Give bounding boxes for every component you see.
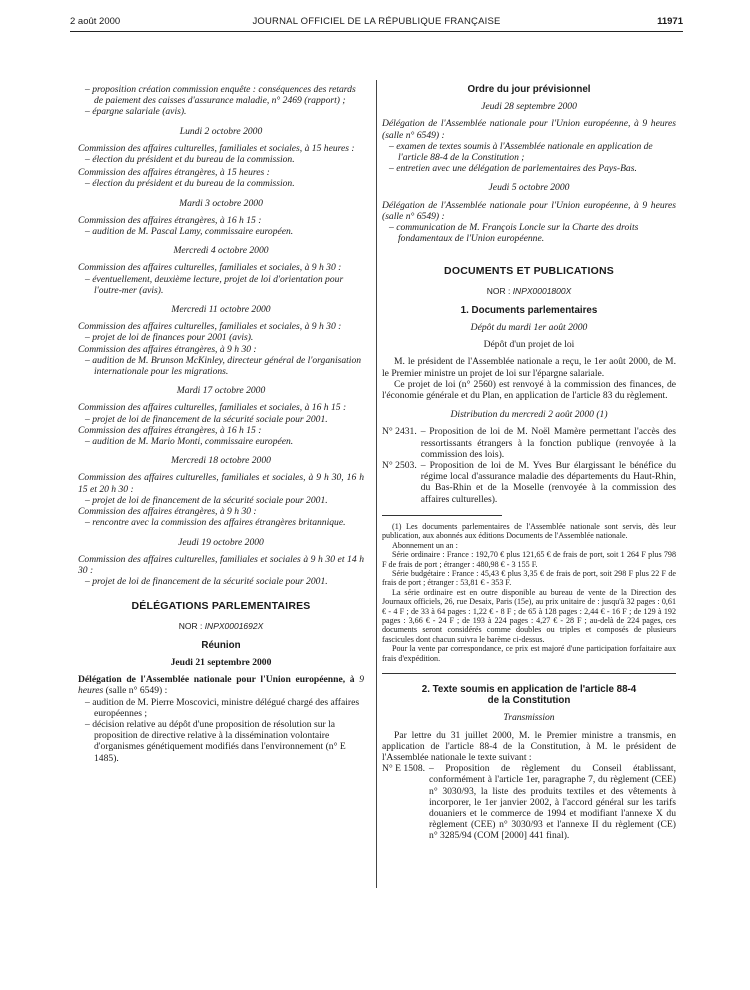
- nor-reference: [382, 286, 676, 297]
- paragraph: Par lettre du 31 juillet 2000, M. le Premier ministre a transmis, en application de l'article 88-4 de la Constitution, à M. le président de l'Assemblée nationale le texte suivant :: [382, 729, 676, 763]
- list-item: – audition de M. Pascal Lamy, commissaire européen.: [78, 226, 364, 237]
- header-title: JOURNAL OFFICIEL DE LA RÉPUBLIQUE FRANÇAISE: [252, 16, 501, 27]
- document-text: – Proposition de règlement du Conseil établissant, conformément à l'article 1er, paragraphe 7, du règlement (CEE) n° 3030/93, la liste des produits textiles et des vêtements à incorporer, le 1er janvier 2002, à l'accord général sur les tarifs douaniers et le commerce de 1994 et modifiant l'annexe X du règlement (CEE) n° 3030/93 et l'annexe II du règlement (CE) n° 3285/94 (COM [2000] 441 final).: [429, 763, 676, 842]
- day-heading: Mercredi 11 octobre 2000: [171, 304, 271, 316]
- right-column: [382, 84, 676, 842]
- day-heading: Lundi 2 octobre 2000: [179, 125, 263, 137]
- document-number: N° E 1508.: [382, 763, 426, 775]
- list-item: – projet de loi de financement de la sécurité sociale pour 2001.: [78, 576, 364, 587]
- list-item: – audition de M. Brunson McKinley, directeur général de l'organisation internationale pour les migrations.: [78, 355, 364, 377]
- list-item: – élection du président et du bureau de la commission.: [78, 154, 364, 165]
- nor-reference: [78, 621, 364, 632]
- list-item: – projet de loi de financement de la sécurité sociale pour 2001.: [78, 414, 364, 425]
- subsection-title: 2. Texte soumis en application de l'article 88-4: [421, 683, 637, 695]
- list-item: – examen de textes soumis à l'Assemblée nationale en application de l'article 88-4 de la Constitution ;: [382, 141, 676, 163]
- section-heading-delegations: DÉLÉGATIONS PARLEMENTAIRES: [131, 600, 311, 613]
- subsection-title: 1. Documents parlementaires: [460, 304, 598, 316]
- footnote-rule: [382, 515, 502, 516]
- deposit-type: Dépôt d'un projet de loi: [483, 339, 575, 351]
- transmission-heading: Transmission: [503, 712, 555, 724]
- entry-head: Commission des affaires étrangères, à 9 h 30 :: [78, 343, 257, 355]
- entry-head: [78, 674, 364, 696]
- column-divider: [376, 80, 377, 888]
- entry-head: Commission des affaires culturelles, familiales et sociales, à 9 h 30 :: [78, 321, 342, 333]
- entry-head: Commission des affaires étrangères, à 16 h 15 :: [78, 214, 262, 226]
- document-item: [382, 763, 676, 841]
- footnote: La série ordinaire est en outre disponible au bureau de vente de la Direction des Journaux officiels, 26, rue Desaix, Paris (15e), au prix unitaire de : jusqu'à 32 pages : 0,61 € - 4 F ; de 33 à 64 pages : 1,22 € - 8 F ; de 65 à 128 pages : 2,44 € - 16 F ; de 129 à 192 pages : 3,66 € - 24 F ; de 193 à 224 pages : 4,27 € - 28 F ; au-delà de 224 pages, ces documents seront considérés comme doubles ou triples et composés de plusieurs fascicules dont chacun suivra le barème ci-dessus.: [382, 587, 676, 644]
- list-item: – audition de M. Mario Monti, commissaire européen.: [78, 436, 364, 447]
- entry-head: Délégation de l'Assemblée nationale pour l'Union européenne, à 9 heures (salle n° 6549) :: [382, 199, 676, 222]
- entry-head: Commission des affaires culturelles, familiales et sociales, à 15 heures :: [78, 142, 355, 154]
- list-item: – projet de loi de finances pour 2001 (avis).: [78, 332, 364, 343]
- day-heading: Mercredi 18 octobre 2000: [171, 455, 271, 467]
- day-heading: Mardi 17 octobre 2000: [176, 385, 266, 397]
- list-item: – épargne salariale (avis).: [78, 106, 364, 117]
- entry-head: Délégation de l'Assemblée nationale pour l'Union européenne, à 9 heures (salle n° 6549) :: [382, 118, 676, 141]
- meeting-title: Réunion: [201, 639, 241, 651]
- day-heading: Jeudi 5 octobre 2000: [488, 182, 570, 194]
- section-heading-documents: DOCUMENTS ET PUBLICATIONS: [444, 265, 614, 278]
- document-number: N° 2503.: [382, 460, 417, 472]
- document-text: – Proposition de loi de M. Noël Mamère permettant l'accès des ressortissants étrangers à la fonction publique (renvoyée à la commission des lois).: [420, 426, 676, 460]
- entry-head-time: 9 heures: [78, 674, 364, 697]
- paragraph: Ce projet de loi (n° 2560) est renvoyé à la commission des finances, de l'économie générale et du Plan, en application de l'article 83 du règlement.: [382, 378, 676, 402]
- day-heading: Mercredi 4 octobre 2000: [173, 245, 269, 257]
- document-item: [382, 460, 676, 505]
- meeting-date: Jeudi 21 septembre 2000: [170, 656, 272, 668]
- footnote: (1) Les documents parlementaires de l'Assemblée nationale sont servis, dès leur publication, aux abonnés aux éditions Documents de l'Assemblée nationale.: [382, 521, 676, 541]
- header-rule: [70, 31, 683, 32]
- distribution-title: Distribution du mercredi 2 août 2000 (1): [450, 409, 608, 421]
- day-heading: Jeudi 28 septembre 2000: [481, 101, 577, 113]
- nor-code: INPX0001692X: [204, 620, 264, 631]
- list-item: – projet de loi de financement de la sécurité sociale pour 2001.: [78, 495, 364, 506]
- list-item: – communication de M. François Loncle sur la Charte des droits fondamentaux de l'Union européenne.: [382, 222, 676, 244]
- entry-head: Commission des affaires culturelles, familiales et sociales, à 9 h 30 :: [78, 262, 342, 274]
- day-heading: Mardi 3 octobre 2000: [179, 197, 263, 209]
- subsection-title-line2: de la Constitution: [487, 695, 571, 707]
- deposit-date: Dépôt du mardi 1er août 2000: [470, 322, 588, 334]
- footnote: Série budgétaire : France : 45,43 € plus 3,35 € de frais de port, soit 298 F plus 22 F de frais de port ; étranger : 53,81 € - 353 F.: [382, 568, 676, 588]
- entry-head: Commission des affaires culturelles, familiales et sociales, à 9 h 30, 16 h 15 et 20 h 30 :: [78, 472, 364, 495]
- footnote: Série ordinaire : France : 192,70 € plus 121,65 € de frais de port, soit 1 264 F plus 798 F de frais de port ; étranger : 480,98 € - 3 155 F.: [382, 550, 676, 569]
- entry-head: Commission des affaires culturelles, familiales et sociales, à 16 h 15 :: [78, 402, 347, 414]
- list-item: – proposition création commission enquête : conséquences des retards de paiement des caisses d'assurance maladie, n° 2469 (rapport) ;: [78, 84, 364, 106]
- section-rule: [382, 673, 676, 674]
- paragraph: M. le président de l'Assemblée nationale a reçu, le 1er août 2000, de M. le Premier ministre un projet de loi sur l'épargne salariale.: [382, 356, 676, 379]
- nor-label: NOR :: [178, 620, 203, 631]
- list-item: – décision relative au dépôt d'une proposition de résolution sur la proposition de directive relative à la dissémination volontaire d'organismes génétiquement modifiés dans l'environnement (n° E 1485).: [78, 719, 364, 764]
- footnote: Pour la vente par correspondance, ce prix est majoré d'une participation forfaitaire aux frais d'expédition.: [382, 644, 676, 663]
- entry-head-room: (salle n° 6549) :: [103, 685, 168, 697]
- list-item: – rencontre avec la commission des affaires étrangères britannique.: [78, 517, 364, 528]
- document-item: [382, 426, 676, 460]
- list-item: – entretien avec une délégation de parlementaires des Pays-Bas.: [382, 163, 676, 174]
- footnote: Abonnement un an :: [392, 540, 458, 550]
- page-header: [70, 16, 683, 30]
- entry-head: Commission des affaires étrangères, à 9 h 30 :: [78, 506, 257, 518]
- nor-code: INPX0001800X: [512, 285, 572, 296]
- document-text: – Proposition de loi de M. Yves Bur élargissant le bénéfice du régime local d'assurance maladie des départements du Haut-Rhin, du Bas-Rhin et de la Moselle (renvoyée à la commission des affaires culturelles).: [420, 460, 676, 505]
- entry-head: Commission des affaires culturelles, familiales et sociales à 9 h 30 et 14 h 30 :: [78, 553, 364, 576]
- list-item: – éventuellement, deuxième lecture, projet de loi d'orientation pour l'outre-mer (avis).: [78, 274, 364, 296]
- day-heading: Jeudi 19 octobre 2000: [178, 536, 264, 548]
- agenda-heading: Ordre du jour prévisionnel: [467, 84, 591, 95]
- nor-label: NOR :: [486, 285, 511, 296]
- list-item: – audition de M. Pierre Moscovici, ministre délégué chargé des affaires européennes ;: [78, 697, 364, 719]
- left-column: [78, 84, 364, 764]
- entry-head: Commission des affaires étrangères, à 16 h 15 :: [78, 424, 262, 436]
- header-page-number: 11971: [657, 16, 683, 27]
- header-date: 2 août 2000: [70, 16, 121, 27]
- document-number: N° 2431.: [382, 426, 417, 438]
- entry-head-bold: Délégation de l'Assemblée nationale pour l'Union européenne, à: [78, 674, 355, 686]
- list-item: – élection du président et du bureau de la commission.: [78, 178, 364, 189]
- entry-head: Commission des affaires étrangères, à 15 heures :: [78, 167, 270, 179]
